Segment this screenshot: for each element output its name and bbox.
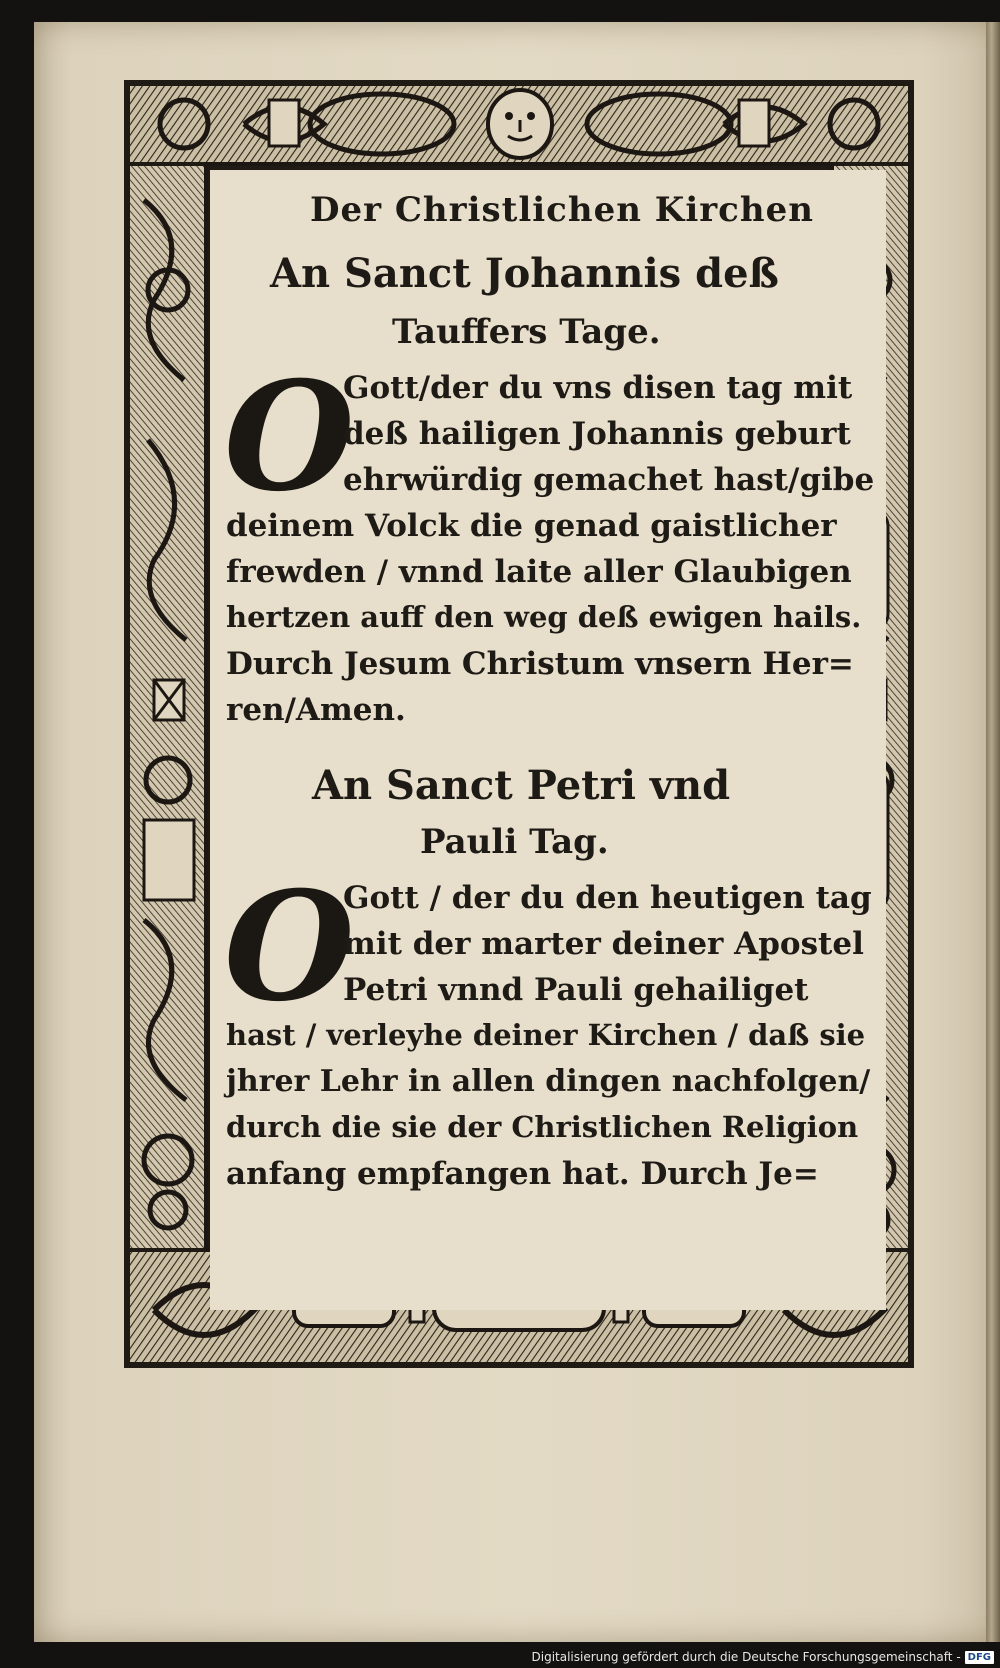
section-2-line: anfang empfangen hat. Durch Je= (226, 1156, 819, 1192)
section-1-line: ehrwürdig gemachet hast/gibe (343, 462, 875, 498)
section-2-line: Gott / der du den heutigen tag (343, 880, 872, 916)
section-1-subheading: Tauffers Tage. (392, 312, 661, 352)
section-2-line: Petri vnnd Pauli gehailiget (343, 972, 809, 1008)
section-1-line: Durch Jesum Christum vnsern Her= (226, 646, 854, 682)
section-1-initial: O (224, 349, 355, 525)
section-1-line: hertzen auff den weg deß ewigen hails. (226, 600, 862, 634)
section-2-subheading: Pauli Tag. (420, 822, 609, 862)
section-2-line: durch die sie der Christlichen Religion (226, 1110, 859, 1144)
section-1-heading: An Sanct Johannis deß (270, 250, 779, 297)
digitization-credit (532, 1650, 995, 1664)
section-1-line: Gott/der du vns disen tag mit (343, 370, 853, 406)
section-1-line: ren/Amen. (226, 692, 406, 728)
section-2-line: hast / verleyhe deiner Kirchen / daß sie (226, 1018, 866, 1052)
section-1-line: frewden / vnnd laite aller Glaubigen (226, 554, 852, 590)
page-edge (986, 22, 1000, 1642)
dfg-logo-icon: DFG (965, 1651, 994, 1664)
section-2-line: mit der marter deiner Apostel (343, 926, 864, 962)
section-1-line: deinem Volck die genad gaistlicher (226, 508, 837, 544)
section-2-initial: O (224, 859, 355, 1035)
section-1-line: deß hailigen Johannis geburt (343, 416, 851, 452)
running-head: Der Christlichen Kirchen (310, 190, 814, 230)
section-2-heading: An Sanct Petri vnd (312, 762, 731, 809)
section-2-line: jhrer Lehr in allen dingen nachfolgen/ (226, 1064, 871, 1099)
credit-text: Digitalisierung gefördert durch die Deutsche Forschungsgemeinschaft - (531, 1650, 961, 1664)
